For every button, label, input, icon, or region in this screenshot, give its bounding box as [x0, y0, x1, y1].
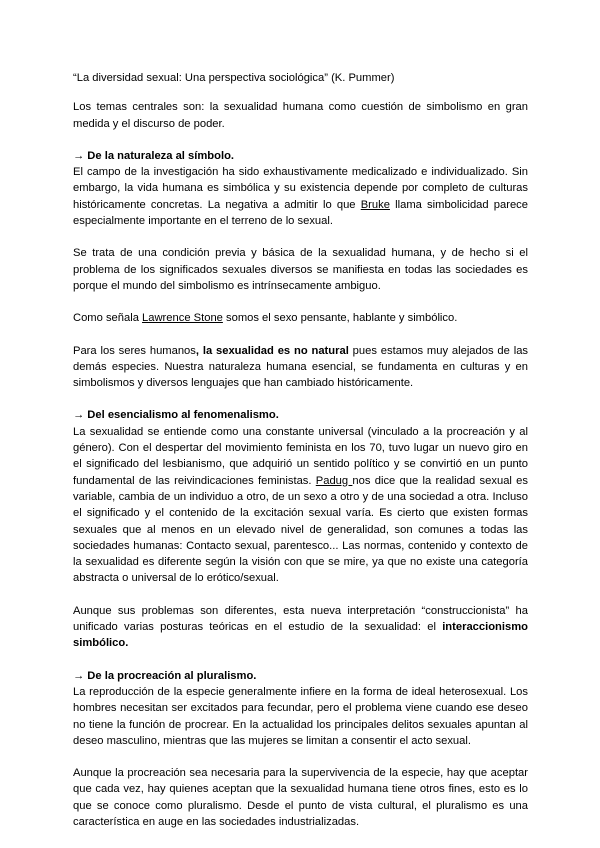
paragraph-seres-humanos [73, 343, 528, 392]
paragraph-lawrence-stone [73, 310, 528, 326]
text-run: Aunque sus problemas son diferentes, esta nueva interpretación “construccionista” ha unificado varias posturas teóricas en el estudio de la sexualidad: el [73, 604, 528, 634]
paragraph-condicion-previa: Se trata de una condición previa y básica de la sexualidad humana, y de hecho si el problema de los significados sexuales diversos se manifiesta en todas las sociedades es porque el mundo del simbolismo es intrínsecamente ambiguo. [73, 247, 528, 292]
paragraph-construccionista [73, 603, 528, 652]
author-reference-bruke: Bruke [360, 198, 390, 211]
text-run: Como señala [73, 312, 143, 325]
paragraph-constante-universal [73, 424, 528, 587]
text-run: La sexualidad se entiende como una constante universal (vinculado a la procreación y al género). Con el despertar del movimiento feminista en los 70, tuvo lugar un nuevo giro en el significado del lesbianismo, que adquirió un sentido político y se convirtió en un punto fundamental de las reivindicaciones feministas. [73, 425, 528, 487]
paragraph-medicalizado [73, 164, 528, 229]
paragraph-pluralismo: Aunque la procreación sea necesaria para la supervivencia de la especie, hay que aceptar que cada vez, hay quienes aceptan que la sexualidad humana tiene otros fines, esto es lo que se conoce como pluralismo. Desde el punto de vista cultural, el pluralismo es una característica en auge en las sociedades industrializadas. [73, 767, 528, 828]
author-reference-padug: Padug [315, 474, 353, 487]
text-run: Para los seres humanos [73, 344, 196, 357]
author-reference-lawrence-stone: Lawrence Stone [142, 312, 223, 325]
document-title: “La diversidad sexual: Una perspectiva sociológica” (K. Pummer) [73, 72, 395, 84]
text-run: nos dice que la realidad sexual es variable, cambia de un individuo a otro, de un sexo a otro y de una sociedad a otra. Incluso el significado y el contenido de la excitación sexual varía. Es cierto que existen formas sexuales que al menos en un elevado nivel de generalidad, son comunes a todas las sociedades humanas: Contacto sexual, parentesco... Las normas, contenido y contexto de la sexualidad es diferente según la visión con que se mire, ya que no existe una categoría abstracta o universal de lo erótico/sexual. [73, 474, 528, 585]
section-heading-esencialismo: → Del esencialismo al fenomenalismo. [73, 409, 279, 422]
intro-paragraph: Los temas centrales son: la sexualidad humana como cuestión de simbolismo en gran medida y el discurso de poder. [73, 101, 528, 130]
paragraph-reproduccion: La reproducción de la especie generalmente infiere en la forma de ideal heterosexual. Los hombres necesitan ser excitados para fecundar, pero el problema viene cuando ese deseo no tiene la función de procrear. En la actualidad los principales delitos sexuales apuntan al deseo masculino, mientras que las mujeres se limitan a consentir el acto sexual. [73, 685, 528, 747]
bold-text: , la sexualidad es no natural [195, 344, 349, 357]
bold-text: interaccionismo simbólico. [73, 621, 528, 650]
text-run: llama simbolicidad parece especialmente importante en el terreno de lo sexual. [73, 198, 528, 228]
text-run: somos el sexo pensante, hablante y simbólico. [222, 312, 458, 325]
section-heading-naturaleza: → De la naturaleza al símbolo. [73, 149, 235, 162]
text-run: El campo de la investigación ha sido exhaustivamente medicalizado e individualizado. Sin embargo, la vida humana es simbólica y su existencia depende por completo de culturas históricamente concretas. La negativa a admitir lo que [73, 166, 528, 211]
text-run: pues estamos muy alejados de las demás especies. Nuestra naturaleza humana esencial, se fundamenta en culturas y en simbolismos y diversos lenguajes que han cambiado históricamente. [73, 344, 529, 390]
section-heading-procreacion: → De la procreación al pluralismo. [73, 669, 257, 682]
